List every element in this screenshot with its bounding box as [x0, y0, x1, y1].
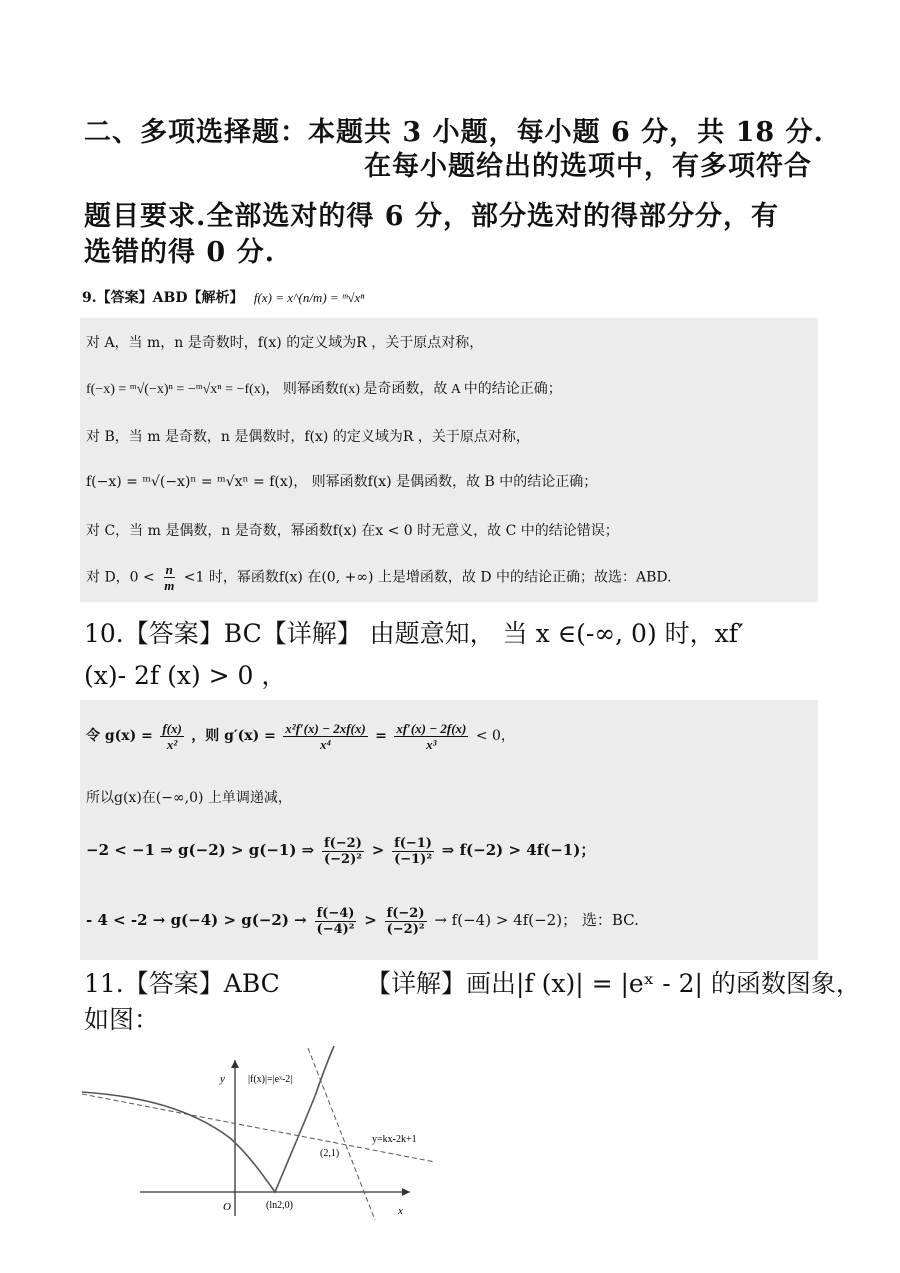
q9-line-b: 对 B，当 m 是奇数，n 是偶数时，f(x) 的定义域为R ，关于原点对称，	[86, 429, 530, 445]
section-heading-line3: 题目要求.全部选对的得 6 分，部分选对的得部分分，有	[84, 201, 779, 232]
q10-line-4-pre: - 4 < -2 → g(−4) > g(−2) →	[86, 911, 307, 929]
q9-line-a-formula: f(−x) = ᵐ√(−x)ⁿ = −ᵐ√xⁿ = −f(x)， 则幂函数f(x) 是奇函数，故 A 中的结论正确；	[86, 382, 562, 397]
q10-line-3-gt: >	[371, 841, 385, 859]
q9-line-d-den: m	[164, 578, 175, 593]
section-heading-line2: 在每小题给出的选项中，有多项符合	[364, 151, 812, 182]
q10-line-4-post: → f(−4) > 4f(−2)； 选：BC.	[434, 911, 639, 929]
q10-line-3-frac1-den: (−2)²	[324, 851, 362, 867]
q10-line-3-post: ⇒ f(−2) > 4f(−1)；	[441, 841, 596, 859]
label-origin: O	[223, 1201, 231, 1213]
q10-line-1-frac3	[394, 721, 468, 752]
q10-line-1-frac1	[160, 721, 184, 752]
q10-header-line1: 10.【答案】BC【详解】 由题意知， 当 x ∈(-∞, 0) 时，xf′	[84, 619, 744, 648]
q10-line-1-frac3-den: x³	[426, 736, 437, 752]
label-point: (2,1)	[320, 1148, 340, 1159]
q10-line-2: 所以g(x)在(−∞,0) 上单调递减，	[86, 790, 292, 806]
section-heading-line1: 二、多项选择题：本题共 3 小题，每小题 6 分，共 18 分.	[84, 117, 824, 148]
q10-line-4	[86, 902, 639, 938]
q10-line-4-frac2-den: (−2)²	[386, 921, 425, 937]
q10-line-3	[86, 832, 595, 868]
dashed-line-steep	[308, 1048, 375, 1220]
curve-abs-exp	[82, 1046, 334, 1192]
q9-line-d	[86, 562, 672, 593]
q10-line-3-frac1-num: f(−2)	[324, 835, 362, 851]
q10-line-4-gt: >	[364, 911, 377, 929]
q9-line-b-formula: f(−x) = ᵐ√(−x)ⁿ = ᵐ√xⁿ = f(x)， 则幂函数f(x) 是偶函数，故 B 中的结论正确；	[86, 474, 598, 490]
q9-line-d-pre: 对 D，0 <	[86, 569, 155, 586]
q10-line-1	[86, 718, 515, 754]
q11-function-graph	[80, 1038, 450, 1228]
q10-line-1-frac1-den: x²	[166, 736, 178, 752]
q10-header-line2: (x)- 2f (x) > 0 ，	[84, 661, 287, 690]
q9-number: 9.	[82, 290, 97, 306]
x-axis-arrow-icon	[402, 1188, 410, 1196]
q10-line-3-pre: −2 < −1 ⇒ g(−2) > g(−1) ⇒	[86, 841, 315, 859]
label-root: (ln2,0)	[266, 1200, 293, 1211]
q10-line-1-frac2-den: x⁴	[319, 736, 332, 752]
y-axis-arrow-icon	[231, 1060, 239, 1068]
q10-line-4-frac1-num: f(−4)	[316, 905, 355, 921]
q11-header-line2: 如图：	[84, 1005, 160, 1034]
q9-head-formula: f(x) = x^(n/m) = ᵐ√xⁿ	[253, 290, 365, 305]
dashed-line-shallow	[82, 1094, 435, 1162]
q10-line-1-mid: ，则 g′(x) =	[191, 728, 276, 744]
q10-line-3-frac2-den: (−1)²	[394, 851, 433, 867]
q10-line-1-post: < 0，	[475, 728, 515, 744]
q9-line-d-post: <1 时，幂函数f(x) 在(0, +∞) 上是增函数，故 D 中的结论正确；故选：ABD.	[183, 569, 672, 586]
q10-line-4-frac2-num: f(−2)	[386, 905, 425, 921]
label-y: y	[220, 1073, 225, 1085]
label-x: x	[398, 1205, 403, 1217]
q10-line-3-frac1	[322, 836, 364, 867]
q10-line-1-frac3-num: xf′(x) − 2f(x)	[396, 720, 467, 736]
q10-line-4-frac1	[315, 906, 357, 937]
q9-answer-label: 【答案】ABD【解析】	[96, 290, 244, 306]
q10-line-1-frac2	[283, 721, 367, 752]
q10-line-4-frac1-den: (−4)²	[316, 921, 355, 937]
q9-line-d-fraction	[162, 562, 176, 593]
q9-line-d-num: n	[165, 562, 173, 577]
q10-line-1-eq: =	[375, 728, 387, 744]
q10-line-1-pre: 令 g(x) =	[86, 728, 153, 744]
q9-solution-box	[80, 318, 818, 602]
q9-header	[82, 288, 364, 308]
label-line: y=kx-2k+1	[372, 1134, 417, 1145]
q11-header-left: 11.【答案】ABC	[84, 969, 280, 998]
label-curve: |f(x)|=|eˣ-2|	[248, 1074, 293, 1085]
q9-line-a: 对 A，当 m，n 是奇数时，f(x) 的定义域为R ，关于原点对称，	[86, 335, 484, 351]
section-heading-line4: 选错的得 0 分.	[84, 237, 275, 268]
q10-line-4-frac2	[385, 906, 427, 937]
q10-line-3-frac2-num: f(−1)	[394, 835, 432, 851]
q10-line-1-frac2-num: x²f′(x) − 2xf(x)	[285, 720, 366, 736]
q11-header-right: 【详解】画出|f (x)| = |eˣ - 2| 的函数图象，	[366, 969, 861, 998]
q10-line-1-frac1-num: f(x)	[162, 720, 182, 736]
q9-line-c: 对 C，当 m 是偶数，n 是奇数，幂函数f(x) 在x < 0 时无意义，故 C 中的结论错误；	[86, 523, 619, 539]
q10-line-3-frac2	[392, 836, 434, 867]
